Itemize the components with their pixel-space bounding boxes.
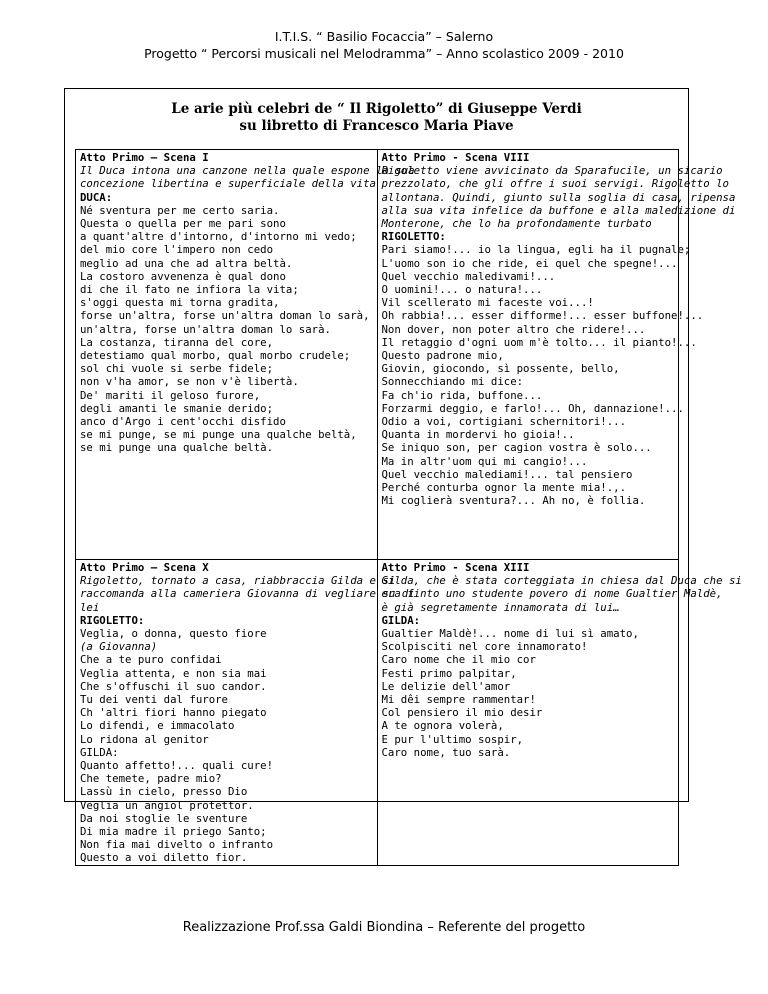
lyric-line: Da noi stoglie le sventure (80, 811, 248, 825)
lyric-line: detestiamo qual morbo, qual morbo crudele; (80, 349, 351, 363)
lyric-line: Quanta in mordervi ho gioia!.. (381, 428, 575, 442)
scene-description: Gilda, che è stata corteggiata in chiesa dal Duca che si (381, 574, 742, 588)
lyric-line: Non fia mai divelto o infranto (80, 838, 274, 852)
lyric-line: Tu dei venti dal furore (80, 693, 228, 707)
lyric-line: E pur l'ultimo sospir, (381, 732, 524, 746)
title-line-1: Le arie più celebri de “ Il Rigoletto” di Giuseppe Verdi (171, 101, 582, 117)
lyric-line: Forzarmi deggio, e farlo!... Oh, dannazione!... (381, 401, 684, 415)
lyric-line: Gualtier Maldè!... nome di lui sì amato, (381, 627, 639, 641)
lyric-line: Vil scellerato mi faceste voi...! (381, 296, 594, 310)
scene-description: concezione libertina e superficiale della vita (80, 177, 376, 191)
table-row (76, 150, 679, 560)
lyric-line: O uomini!... o natura!... (381, 283, 543, 297)
lyric-line: Odio a voi, cortigiani schernitori!... (381, 415, 627, 429)
speaker-label: GILDA: (381, 613, 421, 627)
lyric-line: se mi punge, se mi punge una qualche beltà, (80, 428, 357, 442)
scene-description: alla sua vita infelice da buffone e alla maledizione di (381, 203, 736, 217)
lyric-line: Ch 'altri fiori hanno piegato (80, 706, 267, 720)
scene-heading: Atto Primo - Scena VIII (381, 151, 530, 164)
scene-heading: Atto Primo – Scena X (80, 561, 209, 574)
speaker-label: RIGOLETTO: (80, 613, 145, 627)
lyric-line: un'altra, forse un'altra doman lo sarà. (80, 322, 331, 336)
lyric-line: La costanza, tiranna del core, (80, 335, 274, 349)
lyric-line: Questo a voi diletto fior. (80, 851, 248, 865)
lyric-line: Veglia un angiol protettor. (80, 798, 254, 812)
lyric-line: Che a te puro confidai (80, 653, 222, 667)
scene-heading: Atto Primo – Scena I (80, 151, 209, 164)
lyric-line: Questo padrone mio, (381, 349, 504, 363)
lyric-line: Lassù in cielo, presso Dio (80, 785, 248, 799)
lyric-line: Mi coglierà sventura?... Ah no, è follia. (381, 494, 646, 508)
lyric-line: Perché conturba ognor la mente mia!.,. (381, 481, 627, 495)
lyric-line: Il retaggio d'ogni uom m'è tolto... il pianto!... (381, 335, 697, 349)
scene-description: allontana. Quindi, giunto sulla soglia di casa, ripensa (381, 190, 736, 204)
aria-cell (377, 150, 736, 560)
lyric-line: L'uomo son io che ride, ei quel che spegne!... (381, 256, 678, 270)
aria-cell (76, 560, 415, 866)
lyric-line: a quant'altre d'intorno, d'intorno mi vedo; (80, 230, 357, 244)
lyric-line: Caro nome che il mio cor (381, 653, 536, 667)
lyric-line: Caro nome, tuo sarà. (381, 745, 511, 759)
scene-description: prezzolato, che gli offre i suoi servigi. Rigoletto lo (381, 177, 729, 191)
document-title (65, 101, 688, 135)
scene-description: era finto uno studente povero di nome Gualtier Maldè, (381, 587, 723, 601)
title-line-2: su libretto di Francesco Maria Piave (239, 118, 514, 134)
lyric-line: Lo ridona al genitor (80, 732, 209, 746)
lyric-line: Ma in altr'uom qui mi cangio!... (381, 454, 588, 468)
scene-description: Il Duca intona una canzone nella quale espone la sua (80, 164, 415, 178)
lyric-line: La costoro avvenenza è qual dono (80, 269, 286, 283)
scene-description: Rigoletto, tornato a casa, riabbraccia Gilda e si (80, 574, 396, 588)
lyric-line: sol chi vuole si serbe fidele; (80, 362, 274, 376)
lyric-line: Sonnecchiando mi dice: (381, 375, 524, 389)
speaker-label: DUCA: (80, 190, 113, 204)
lyric-line: Mi dêi sempre rammentar! (381, 693, 536, 707)
speaker-label: RIGOLETTO: (381, 230, 446, 244)
lyric-line: Questa o quella per me pari sono (80, 217, 286, 231)
lyric-line: non v'ha amor, se non v'è libertà. (80, 375, 299, 389)
lyric-line: Giovin, giocondo, sì possente, bello, (381, 362, 620, 376)
lyric-line: Pari siamo!... io la lingua, egli ha il pugnale; (381, 243, 691, 257)
lyric-line: Le delizie dell'amor (381, 679, 511, 693)
lyric-line: del mio core l'impero non cedo (80, 243, 274, 257)
lyric-line: s'oggi questa mi torna gradita, (80, 296, 280, 310)
page-header (0, 28, 768, 62)
lyric-line: di che il fato ne infiora la vita; (80, 283, 299, 297)
lyric-line: A te ognora volerà, (381, 719, 504, 733)
lyric-line: Che s'offuschi il suo candor. (80, 679, 267, 693)
stage-direction: (a Giovanna) (80, 640, 158, 654)
lyric-line: Festi primo palpitar, (381, 666, 517, 680)
lyric-line: forse un'altra, forse un'altra doman lo sarà, (80, 309, 370, 323)
lyric-line: Oh rabbia!... esser difforme!... esser buffone!... (381, 309, 704, 323)
lyric-line: Che temete, padre mio? (80, 772, 222, 786)
lyric-line: degli amanti le smanie derido; (80, 401, 274, 415)
scene-description: Rigoletto viene avvicinato da Sparafucile, un sicario (381, 164, 723, 178)
lyric-line: meglio ad una che ad altra beltà. (80, 256, 293, 270)
content-frame (64, 88, 742, 865)
lyric-line: Fa ch'io rida, buffone... (381, 388, 543, 402)
lyric-line: Quanto affetto!... quali cure! (80, 759, 274, 773)
scene-description: è già segretamente innamorata di lui… (381, 600, 620, 614)
lyric-line: Non dover, non poter altro che ridere!... (381, 322, 646, 336)
lyric-line: Lo difendi, e immacolato (80, 719, 235, 733)
header-project: Progetto “ Percorsi musicali nel Melodramma” – Anno scolastico 2009 - 2010 (144, 46, 624, 61)
scene-description: raccomanda alla cameriera Giovanna di vegliare su di (80, 587, 415, 601)
lyric-line: Quel vecchio maledivami!... (381, 269, 556, 283)
lyric-line: GILDA: (80, 745, 119, 759)
arias-table (75, 149, 742, 866)
lyric-line: Veglia, o donna, questo fiore (80, 627, 267, 641)
lyric-line: Quel vecchio malediami!... tal pensiero (381, 467, 633, 481)
scene-heading: Atto Primo - Scena XIII (381, 561, 530, 574)
header-school: I.T.I.S. “ Basilio Focaccia” – Salerno (274, 29, 494, 44)
lyric-line: Né sventura per me certo saria. (80, 203, 280, 217)
lyric-line: Col pensiero il mio desir (381, 706, 543, 720)
lyric-line: Veglia attenta, e non sia mai (80, 666, 267, 680)
lyric-line: Scolpisciti nel core innamorato! (381, 640, 588, 654)
table-row (76, 560, 679, 866)
scene-description: lei (80, 600, 100, 614)
lyric-line: Se iniquo son, per cagion vostra è solo... (381, 441, 652, 455)
lyric-line: Di mia madre il priego Santo; (80, 825, 267, 839)
lyric-line: se mi punge una qualche beltà. (80, 441, 274, 455)
lyric-line: De' mariti il geloso furore, (80, 388, 261, 402)
lyric-line: anco d'Argo i cent'occhi disfido (80, 415, 286, 429)
page-footer: Realizzazione Prof.ssa Galdi Biondina – Referente del progetto (182, 920, 586, 935)
aria-cell (377, 560, 742, 866)
scene-description: Monterone, che lo ha profondamente turbato (381, 217, 652, 231)
